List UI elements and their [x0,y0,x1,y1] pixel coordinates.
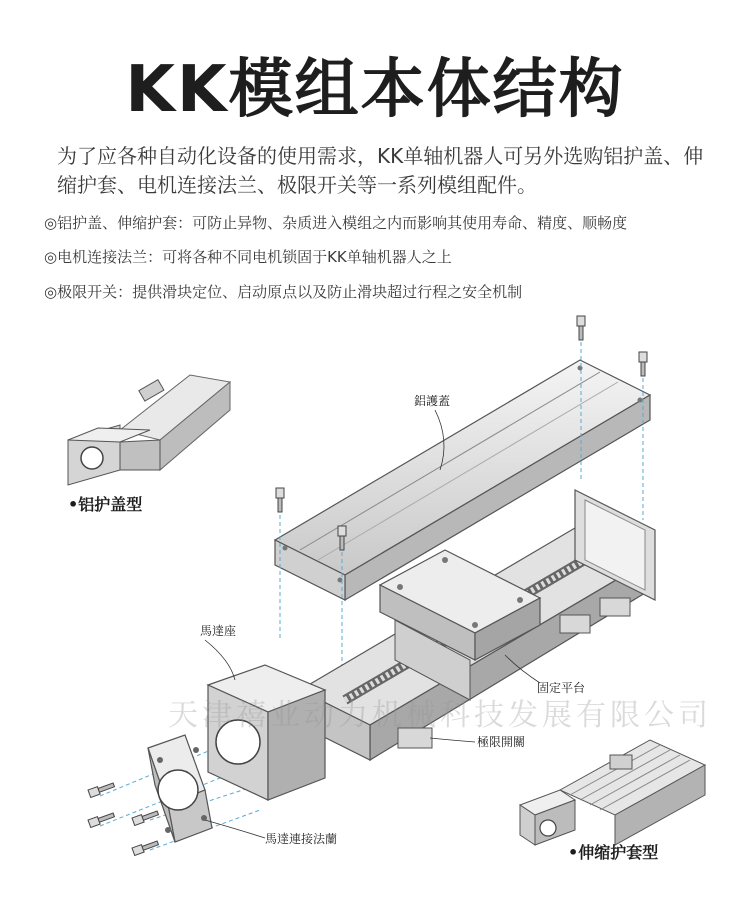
feature-limit-switch: ◎极限开关：提供滑块定位、启动原点以及防止滑块超过行程之安全机制 [44,283,523,301]
intro-paragraph: 为了应各种自动化设备的使用需求，KK单轴机器人可另外选购铝护盖、伸缩护套、电机连接法兰、极限开关等一系列模组配件。 [57,144,704,197]
aluminum-cover-module-thumbnail [68,375,230,485]
callout-fixed-platform: 固定平台 [537,681,586,695]
page-title: KK模组本体结构 [125,53,625,127]
type-label-bellows: •伸缩护套型 [568,843,659,862]
callout-motor-flange: 馬達連接法蘭 [265,832,338,846]
callout-aluminum-cover: 鋁護蓋 [414,394,451,408]
feature-cover-bellows: ◎铝护盖、伸缩护套：可防止异物、杂质进入模组之内而影响其使用寿命、精度、顺畅度 [44,214,628,232]
callout-motor-seat: 馬達座 [200,624,237,638]
motor-flange-part [148,735,212,842]
company-watermark: 天津禧业动力机械科技发展有限公司 [168,698,712,733]
exploded-structure-diagram [0,300,750,916]
bellows-module-thumbnail [520,740,705,845]
callout-limit-switch: 極限開關 [477,735,526,749]
feature-motor-flange: ◎电机连接法兰：可将各种不同电机锁固于KK单轴机器人之上 [44,248,452,266]
type-label-aluminum-cover: •铝护盖型 [68,495,143,514]
flange-screws [88,781,159,855]
